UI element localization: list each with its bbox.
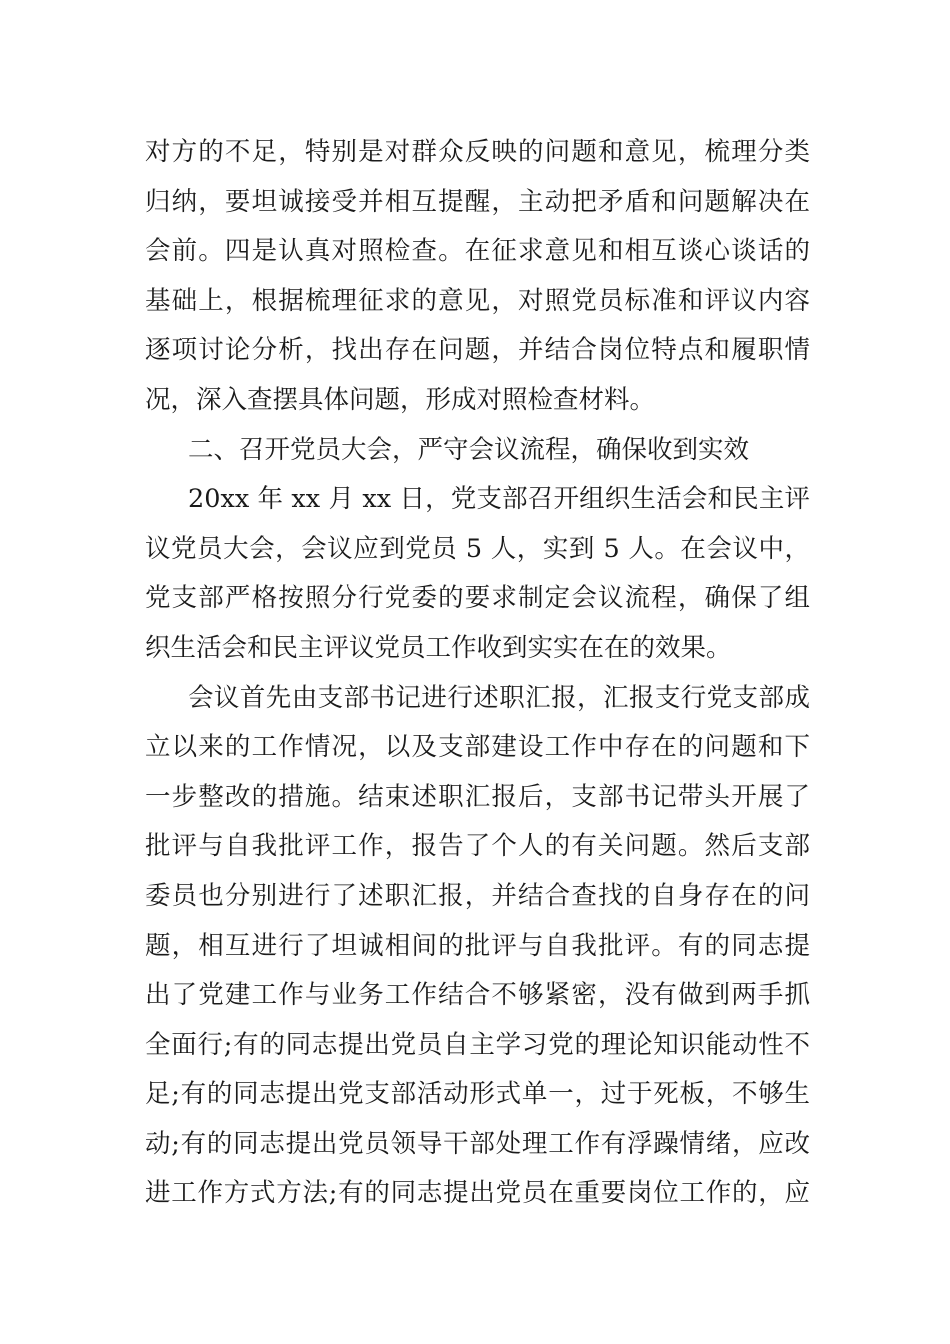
text-line-17: 题，相互进行了坦诚相间的批评与自我批评。有的同志提 [145,930,810,961]
text-line-9: 议党员大会，会议应到党员 5 人，实到 5 人。在会议中， [145,533,810,564]
text-line-16: 委员也分别进行了述职汇报，并结合查找的自身存在的问 [145,880,810,911]
text-line-21: 动;有的同志提出党员领导干部处理工作有浮躁情绪，应改 [145,1128,810,1159]
section-heading: 二、召开党员大会，严守会议流程，确保收到实效 [188,434,750,465]
text-line-22: 进工作方式方法;有的同志提出党员在重要岗位工作的，应 [145,1178,810,1209]
text-line-5: 逐项讨论分析，找出存在问题，并结合岗位特点和履职情 [145,335,810,366]
text-line-13: 立以来的工作情况，以及支部建设工作中存在的问题和下 [145,732,810,763]
text-line-14: 一步整改的措施。结束述职汇报后，支部书记带头开展了 [145,781,810,812]
text-line-3: 会前。四是认真对照检查。在征求意见和相互谈心谈话的 [145,236,810,267]
text-line-19: 全面行;有的同志提出党员自主学习党的理论知识能动性不 [145,1029,810,1060]
text-line-12: 会议首先由支部书记进行述职汇报，汇报支行党支部成 [188,682,810,713]
text-line-18: 出了党建工作与业务工作结合不够紧密，没有做到两手抓 [145,980,810,1011]
text-line-20: 足;有的同志提出党支部活动形式单一，过于死板，不够生 [145,1079,810,1110]
text-line-1: 对方的不足，特别是对群众反映的问题和意见，梳理分类 [145,137,810,167]
document-body [145,128,810,1219]
text-line-4: 基础上，根据梳理征求的意见，对照党员标准和评议内容 [145,285,810,316]
text-line-15: 批评与自我批评工作，报告了个人的有关问题。然后支部 [145,831,810,862]
text-line-11: 织生活会和民主评议党员工作收到实实在在的效果。 [145,632,732,663]
text-line-2: 归纳，要坦诚接受并相互提醒，主动把矛盾和问题解决在 [145,186,810,217]
text-line-10: 党支部严格按照分行党委的要求制定会议流程，确保了组 [145,583,810,614]
text-line-8: 20xx 年 xx 月 xx 日，党支部召开组织生活会和民主评 [188,484,810,515]
text-line-6: 况，深入查摆具体问题，形成对照检查材料。 [145,384,656,415]
